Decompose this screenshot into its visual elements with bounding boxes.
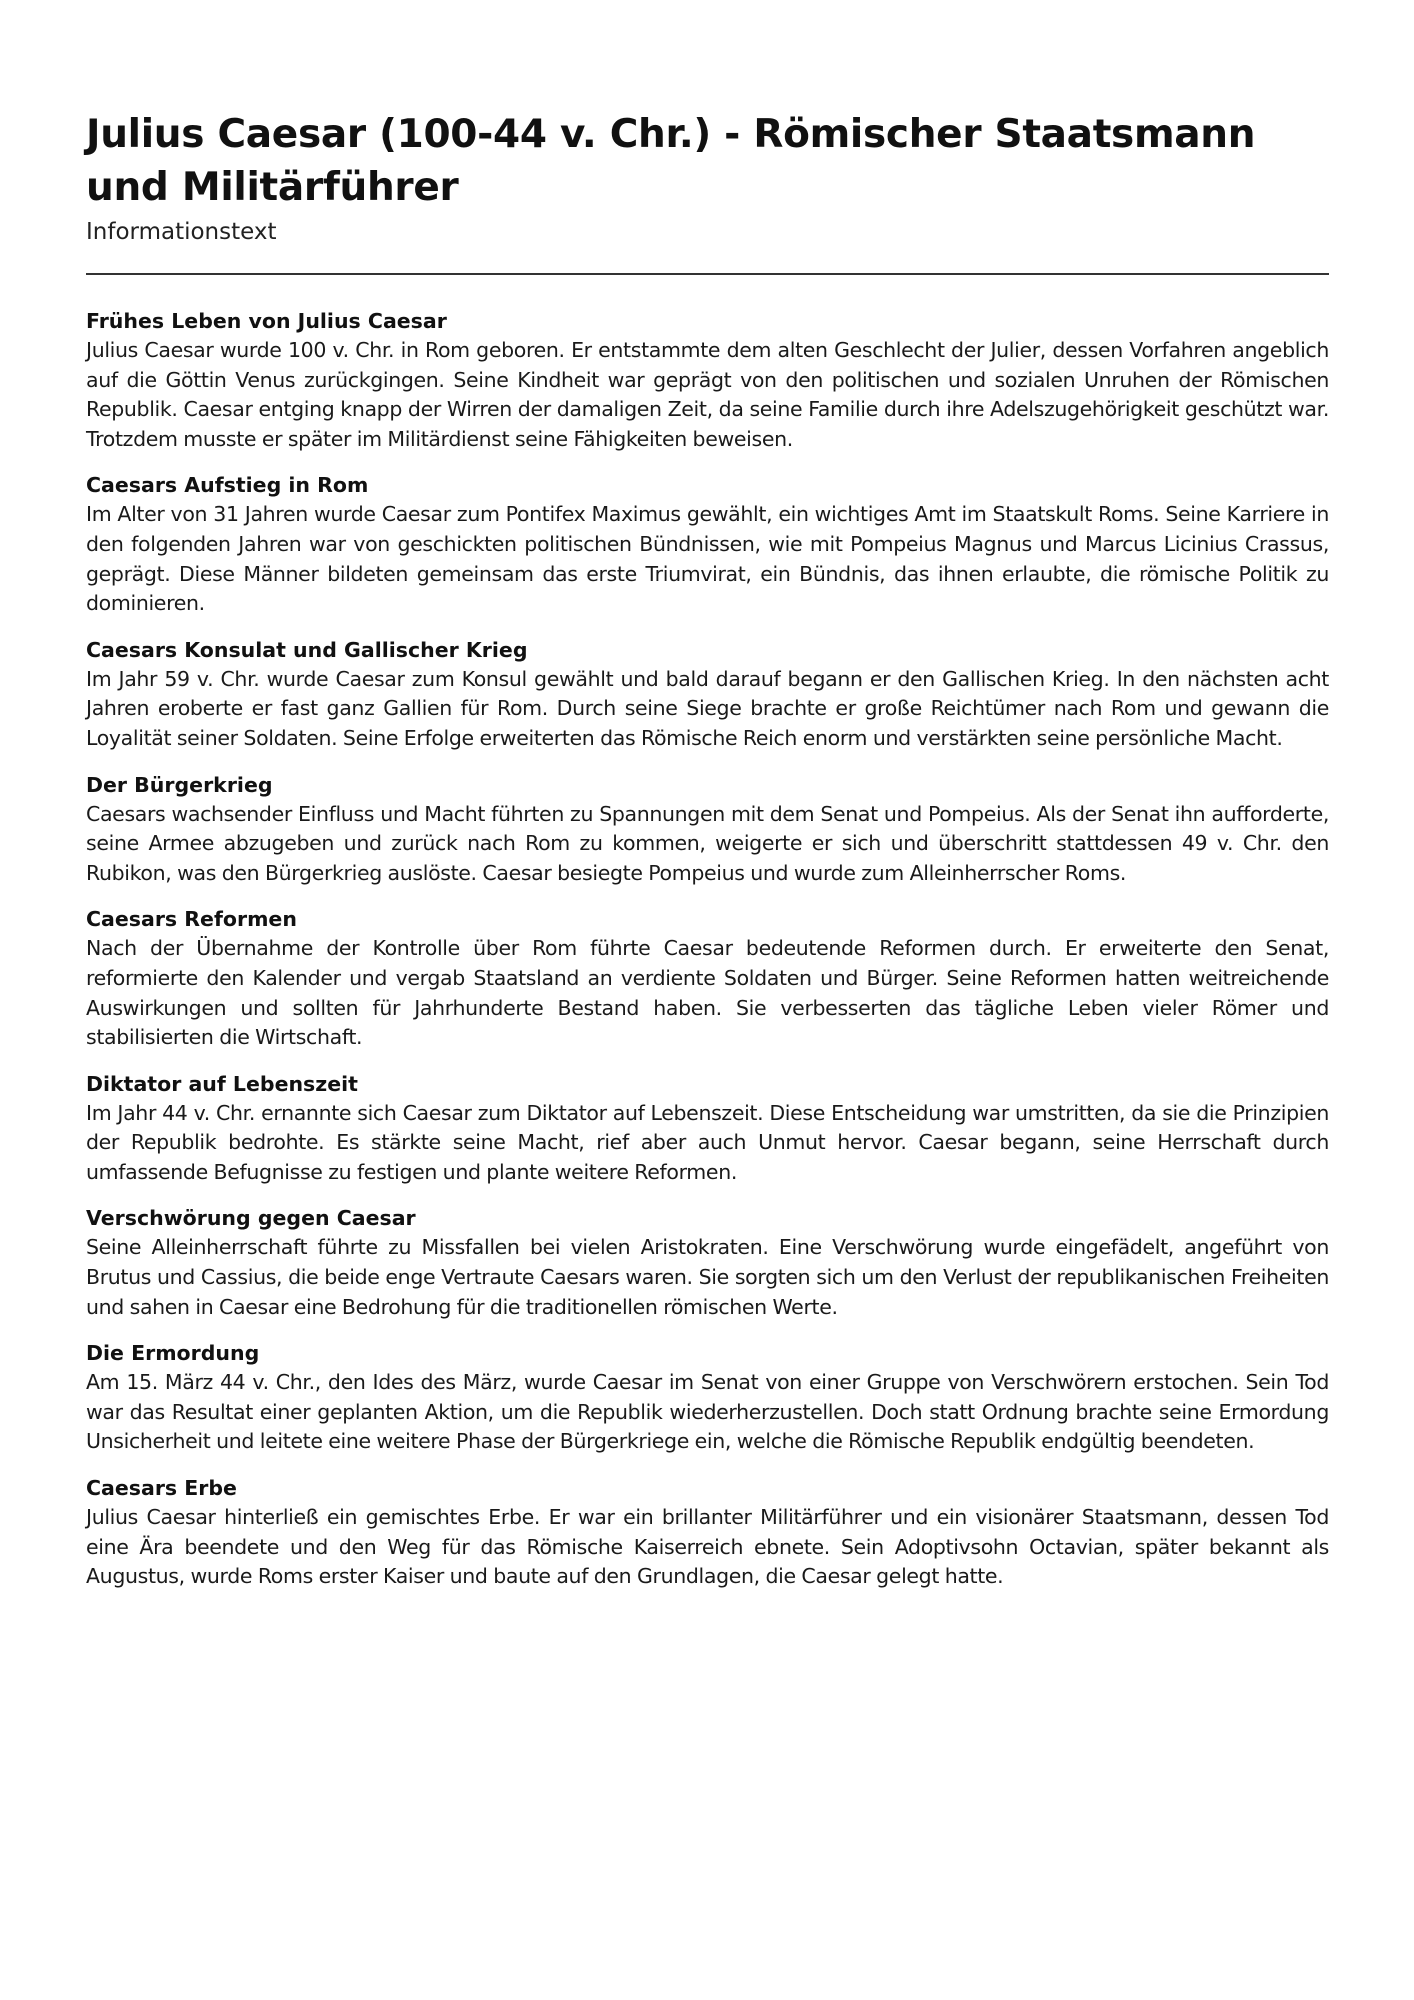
section-body: Caesars wachsender Einfluss und Macht führten zu Spannungen mit dem Senat und Pompeius. Als der Senat ihn aufforderte, seine Armee abzugeben und zurück nach Rom zu kommen, weigerte er sich und überschritt stattdessen 49 v. Chr. den Rubikon, was den Bürgerkrieg auslöste. Caesar besiegte Pompeius und wurde zum Alleinherrscher Roms. — [86, 801, 1329, 885]
section-heading: Die Ermordung — [86, 1341, 260, 1366]
document-title: Julius Caesar (100-44 v. Chr.) - Römischer Staatsmann und Militärführer — [86, 112, 1256, 210]
section-body: Seine Alleinherrschaft führte zu Missfallen bei vielen Aristokraten. Eine Verschwörung wurde eingefädelt, angeführt von Brutus und Cassius, die beide enge Vertraute Caesars waren. Sie sorgten sich um den Verlust der republikanischen Freiheiten und sahen in Caesar eine Bedrohung für die traditionellen römischen Werte. — [86, 1235, 1329, 1319]
section-heading: Diktator auf Lebenszeit — [86, 1071, 358, 1096]
section-civil-war — [86, 771, 1329, 889]
section-early-life — [86, 307, 1329, 454]
section-heading: Caesars Konsulat und Gallischer Krieg — [86, 637, 528, 662]
section-legacy — [86, 1474, 1329, 1592]
section-body: Im Jahr 44 v. Chr. ernannte sich Caesar zum Diktator auf Lebenszeit. Diese Entscheidung war umstritten, da sie die Prinzipien der Republik bedrohte. Es stärkte seine Macht, rief aber auch Unmut hervor. Caesar begann, seine Herrschaft durch umfassende Befugnisse zu festigen und plante weitere Reformen. — [86, 1100, 1329, 1184]
section-reforms — [86, 905, 1329, 1052]
section-conspiracy — [86, 1204, 1329, 1322]
document-page — [86, 108, 1329, 1609]
section-body: Am 15. März 44 v. Chr., den Ides des März, wurde Caesar im Senat von einer Gruppe von Verschwörern erstochen. Sein Tod war das Resultat einer geplanten Aktion, um die Republik wiederherzustellen. Doch statt Ordnung brachte seine Ermordung Unsicherheit und leitete eine weitere Phase der Bürgerkriege ein, welche die Römische Republik endgültig beendeten. — [86, 1370, 1329, 1454]
section-heading: Frühes Leben von Julius Caesar — [86, 309, 447, 333]
section-body: Julius Caesar wurde 100 v. Chr. in Rom geboren. Er entstammte dem alten Geschlecht der Julier, dessen Vorfahren angeblich auf die Göttin Venus zurückgingen. Seine Kindheit war geprägt von den politischen und sozialen Unruhen der Römischen Republik. Caesar entging knapp der Wirren der damaligen Zeit, da seine Familie durch ihre Adelszugehörigkeit geschützt war. Trotzdem musste er später im Militärdienst seine Fähigkeiten beweisen. — [86, 338, 1329, 451]
document-subtitle: Informationstext — [86, 219, 277, 245]
section-dictator-for-life — [86, 1070, 1329, 1188]
section-heading: Caesars Aufstieg in Rom — [86, 473, 369, 498]
section-body: Nach der Übernahme der Kontrolle über Rom führte Caesar bedeutende Reformen durch. Er erweiterte den Senat, reformierte den Kalender und vergab Staatsland an verdiente Soldaten und Bürger. Seine Reformen hatten weitreichende Auswirkungen und sollten für Jahrhunderte Bestand haben. Sie verbesserten das tägliche Leben vieler Römer und stabilisierten die Wirtschaft. — [86, 936, 1329, 1050]
section-body: Im Jahr 59 v. Chr. wurde Caesar zum Konsul gewählt und bald darauf begann er den Gallischen Krieg. In den nächsten acht Jahren eroberte er fast ganz Gallien für Rom. Durch seine Siege brachte er große Reichtümer nach Rom und gewann die Loyalität seiner Soldaten. Seine Erfolge erweiterten das Römische Reich enorm und verstärkten seine persönliche Macht. — [86, 666, 1329, 750]
section-assassination — [86, 1339, 1329, 1457]
section-heading: Der Bürgerkrieg — [86, 772, 273, 797]
section-heading: Caesars Reformen — [86, 907, 297, 932]
section-consulate-gallic-war — [86, 636, 1329, 754]
section-body: Julius Caesar hinterließ ein gemischtes Erbe. Er war ein brillanter Militärführer und ein visionärer Staatsmann, dessen Tod eine Ära beendete und den Weg für das Römische Kaiserreich ebnete. Sein Adoptivsohn Octavian, später bekannt als Augustus, wurde Roms erster Kaiser und baute auf den Grundlagen, die Caesar gelegt hatte. — [86, 1505, 1329, 1589]
section-body: Im Alter von 31 Jahren wurde Caesar zum Pontifex Maximus gewählt, ein wichtiges Amt im Staatskult Roms. Seine Karriere in den folgenden Jahren war von geschickten politischen Bündnissen, wie mit Pompeius Magnus und Marcus Licinius Crassus, geprägt. Diese Männer bildeten gemeinsam das erste Triumvirat, ein Bündnis, das ihnen erlaubte, die römische Politik zu dominieren. — [86, 502, 1329, 616]
section-rise-in-rome — [86, 471, 1329, 618]
section-heading: Verschwörung gegen Caesar — [86, 1206, 416, 1231]
title-divider — [86, 273, 1329, 275]
section-heading: Caesars Erbe — [86, 1476, 237, 1501]
